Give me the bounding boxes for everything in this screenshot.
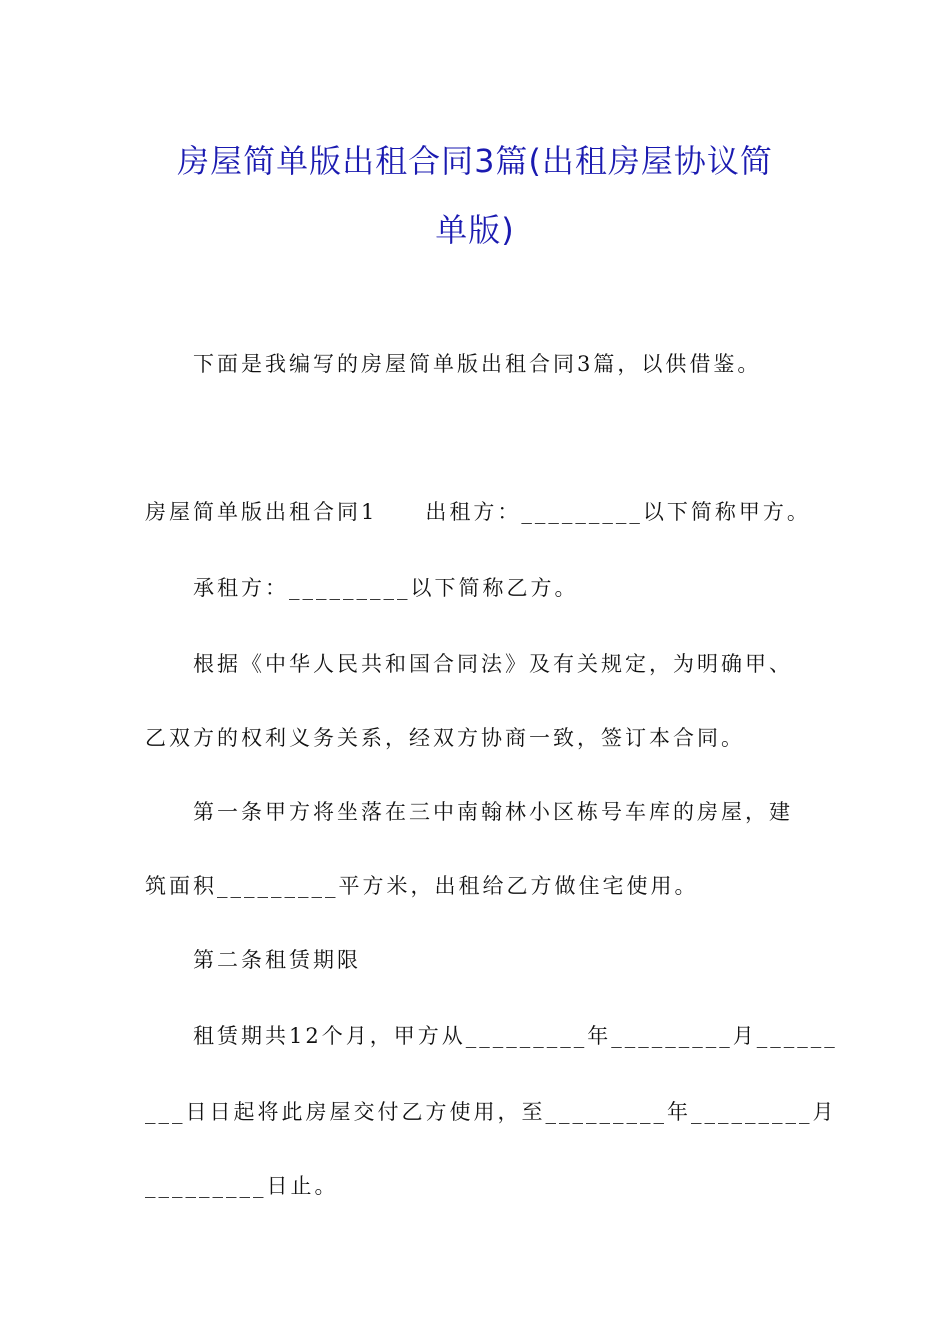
preamble-line-1: 根据《中华人民共和国合同法》及有关规定，为明确甲、 bbox=[193, 652, 793, 676]
lessee-line: 承租方：_________以下简称乙方。 bbox=[193, 576, 579, 600]
contract-1-heading-lessor: 房屋简单版出租合同1 出租方：_________以下简称甲方。 bbox=[145, 500, 811, 524]
document-title-line-1: 房屋简单版出租合同3篇(出租房屋协议简 bbox=[177, 142, 773, 180]
preamble-line-2: 乙双方的权利义务关系，经双方协商一致，签订本合同。 bbox=[145, 726, 745, 750]
article-2-heading: 第二条租赁期限 bbox=[193, 948, 361, 972]
lease-term-line-2: ___日日起将此房屋交付乙方使用，至_________年_________月 bbox=[145, 1100, 837, 1124]
intro-paragraph: 下面是我编写的房屋简单版出租合同3篇，以供借鉴。 bbox=[193, 352, 762, 376]
article-1-line-1: 第一条甲方将坐落在三中南翰林小区栋号车库的房屋，建 bbox=[193, 800, 793, 824]
lease-term-line-1: 租赁期共12个月，甲方从_________年_________月______ bbox=[193, 1024, 838, 1048]
lease-term-line-3: _________日止。 bbox=[145, 1174, 339, 1198]
document-title-line-2: 单版) bbox=[435, 211, 515, 249]
article-1-line-2: 筑面积_________平方米，出租给乙方做住宅使用。 bbox=[145, 874, 699, 898]
